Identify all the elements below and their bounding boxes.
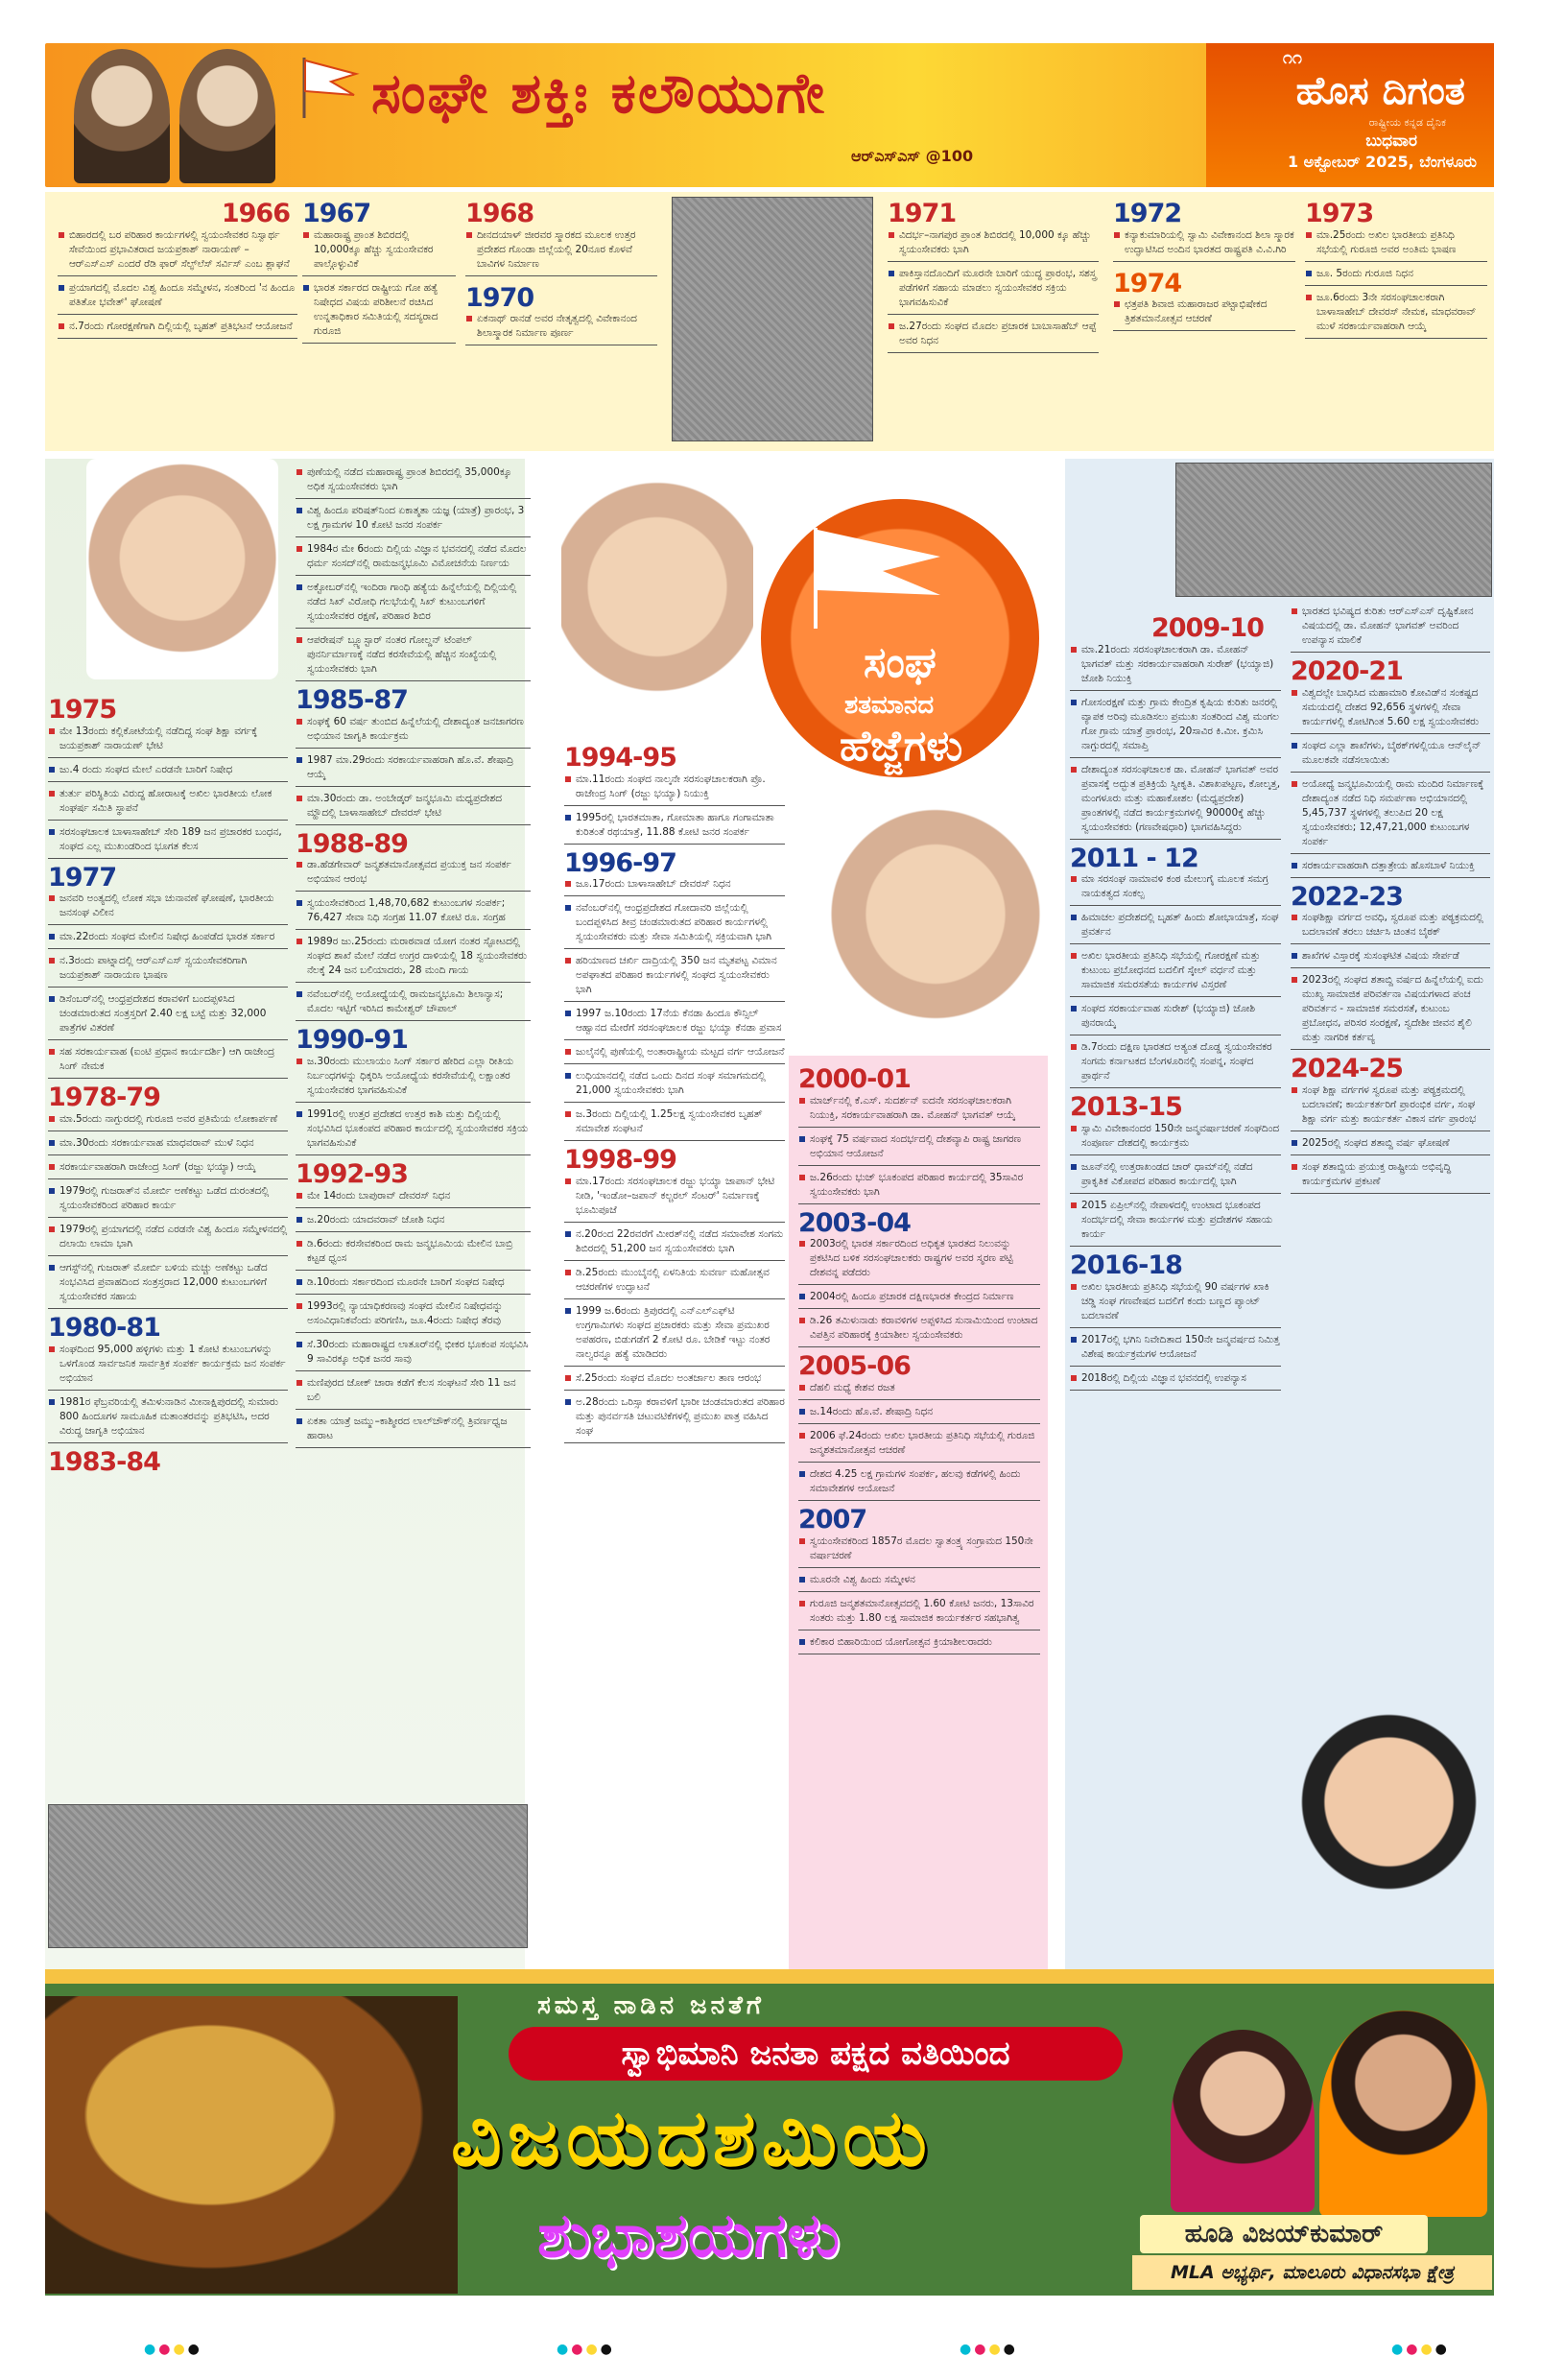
- timeline-event: ಮಣಿಪುರದ ಜೋಕ್ ಚಾರಾ ಕಡೆಗೆ ಕೆಲಸ ಸಂಘಟನೆ ಸೇರಿ 11 ಜನ ಬಲಿ: [296, 1376, 531, 1410]
- timeline-event: ದೆಹಲಿ ಮಧ್ಯೆ ಕೇಶವ ರಜತ: [798, 1381, 1040, 1400]
- timeline-event: ಡಿಸೆಂಬರ್‌ನಲ್ಲಿ ಆಂಧ್ರಪ್ರದೇಶದ ಕರಾವಳಿಗೆ ಬಂದಪ್ಪಳಿಸಿದ ಚಂಡಮಾರುತದ ಸಂತ್ರಸ್ತರಿಗೆ 2.40 ಲಕ್ಷ ಬಟ್ಟೆ ಮತ್ತು 32,000 ಪಾತ್ರೆಗಳ ವಿತರಣೆ: [48, 992, 288, 1040]
- masthead-subtitle: ಆರ್‌ಎಸ್‌ಎಸ್ @100: [851, 147, 974, 165]
- timeline-event: ಮಹಾರಾಷ್ಟ್ರ ಪ್ರಾಂತ ಶಿಬಿರದಲ್ಲಿ 10,000ಕ್ಕೂ ಹೆಚ್ಚು ಸ್ವಯಂಸೇವಕರ ಪಾಲ್ಗೊಳ್ಳುವಿಕೆ: [302, 228, 456, 276]
- col-1973: [1305, 200, 1487, 344]
- timeline-event: ಸಂಘಕ್ಕೆ 60 ವರ್ಷ ತುಂಬಿದ ಹಿನ್ನೆಲೆಯಲ್ಲಿ ದೇಶಾದ್ಯಂತ ಜನಜಾಗರಣ ಅಭಿಯಾನ ಜಾಗೃತಿ ಕಾರ್ಯಕ್ರಮ: [296, 715, 531, 749]
- timeline-event: ಜ.20ರಂದು ಯಾದವರಾವ್ ಜೋಶಿ ನಿಧನ: [296, 1213, 531, 1232]
- timeline-event: ಜ.3ರಂದು ದಿಲ್ಲಿಯಲ್ಲಿ 1.25ಲಕ್ಷ ಸ್ವಯಂಸೇವಕರ ಬೃಹತ್ ಸಮಾವೇಶ ಸಂಘಟನೆ: [564, 1107, 785, 1141]
- timeline-event: ಸಂಘ ಶತಾಬ್ದಿಯ ಪ್ರಯುಕ್ತ ರಾಷ್ಟ್ರೀಯ ಅಭಿವೃದ್ಧಿ ಕಾರ್ಯಕ್ರಮಗಳ ಪ್ರಕಟಣೆ: [1291, 1160, 1490, 1194]
- timeline-event: 1979ರಲ್ಲಿ ಗುಜರಾತ್‌ನ ಮೋರ್ಬಿ ಅಣೆಕಟ್ಟು ಒಡೆದ ದುರಂತದಲ್ಲಿ ಸ್ವಯಂಸೇವಕರಿಂದ ಪರಿಹಾರ ಕಾರ್ಯ: [48, 1184, 288, 1218]
- timeline-event: 2003ರಲ್ಲಿ ಭಾರತ ಸರ್ಕಾರದಿಂದ ಅಧಿಕೃತ ಭಾರತದ ನಿಲುವನ್ನು ಪ್ರಕಟಿಸಿದ ಬಳಿಕ ಸರಸಂಘಚಾಲಕರು ರಾಷ್ಟ್ರಗಳ ಅವರ ಸ್ಮರಣ ಪಟ್ಟಿ ದೇಶವನ್ನ ಪಡೆದರು: [798, 1237, 1040, 1285]
- timeline-event: ಸ್ವಾಮಿ ವಿವೇಕಾನಂದರ 150ನೇ ಜನ್ಮವರ್ಷಾಚರಣೆ ಸಂಘದಿಂದ ಸಂಪೂರ್ಣ ದೇಶದಲ್ಲಿ ಕಾರ್ಯಕ್ರಮ: [1070, 1122, 1281, 1155]
- timeline-event: 1999 ಜ.6ರಂದು ತ್ರಿಪುರದಲ್ಲಿ ಎನ್‌ಎಲ್‌ಎಫ್‌ಟಿ ಉಗ್ರಗಾಮಿಗಳು ಸಂಘದ ಪ್ರಚಾರಕರು ಮತ್ತು ಸೇವಾ ಪ್ರಮುಖರ ಅಪಹರಣ, ಬಿಡುಗಡೆಗೆ 2 ಕೋಟಿ ರೂ. ಬೇಡಿಕೆ ಇಟ್ಟು ನಂತರ ನಾಲ್ವರನ್ನೂ ಹತ್ಯೆ ಮಾಡಿದರು: [564, 1304, 785, 1367]
- timeline-event: ಲುಧಿಯಾನದಲ್ಲಿ ನಡೆದ ಒಂದು ದಿನದ ಸಂಘ ಸಮಾಗಮದಲ್ಲಿ 21,000 ಸ್ವಯಂಸೇವಕರು ಭಾಗಿ: [564, 1069, 785, 1103]
- timeline-event: ಜೂ. 5ರಂದು ಗುರೂಜಿ ನಿಧನ: [1305, 267, 1487, 286]
- timeline-event: ಜ.30ರಂದು ಮುಲಾಯಂ ಸಿಂಗ್ ಸರ್ಕಾರ ಹೇರಿದ ಎಲ್ಲಾ ರೀತಿಯ ನಿರ್ಬಂಧಗಳನ್ನು ಧಿಕ್ಕರಿಸಿ ಅಯೋಧ್ಯೆಯ ಕರಸೇವೆಯಲ್ಲಿ ಲಕ್ಷಾಂತರ ಸ್ವಯಂಸೇವಕರ ಭಾಗವಹಿಸುವಿಕೆ: [296, 1055, 531, 1103]
- col-middle: [564, 744, 785, 1448]
- timeline-event: ಡಿ.10ರಂದು ಸರ್ಕಾರದಿಂದ ಮೂರನೇ ಬಾರಿಗೆ ಸಂಘದ ನಿಷೇಧ: [296, 1275, 531, 1295]
- logo-number: ೧೧: [1282, 48, 1302, 68]
- col-right-b: [1291, 605, 1490, 1199]
- year-heading: 2011 - 12: [1070, 843, 1198, 873]
- emblem-word-3: ಹೆಜ್ಜೆಗಳು: [840, 722, 963, 771]
- year-heading: 1977: [48, 862, 117, 892]
- year-heading: 1994-95: [564, 743, 676, 773]
- newspaper-name: ಹೊಸ ದಿಗಂತ: [1295, 68, 1465, 113]
- timeline-event: ಸಂಘ ಶಿಕ್ಷಾ ವರ್ಗಗಳ ಸ್ವರೂಪ ಮತ್ತು ಪಠ್ಯಕ್ರಮದಲ್ಲಿ ಬದಲಾವಣೆ; ಕಾರ್ಯಕರ್ತರಿಗೆ ಪ್ರಾರಂಭಿಕ ವರ್ಗ, ಸಂಘ ಶಿಕ್ಷಾ ವರ್ಗ ಮತ್ತು ಕಾರ್ಯಕರ್ತ ವಿಕಾಸ ವರ್ಗ ಪ್ರಾರಂಭ: [1291, 1083, 1490, 1131]
- year-heading: 1975: [48, 695, 117, 725]
- year-heading: 2003-04: [798, 1207, 911, 1238]
- year-heading: 1967: [302, 199, 371, 228]
- photo-man: [1319, 2011, 1487, 2217]
- timeline-event: ಅಖಿಲ ಭಾರತೀಯ ಪ್ರತಿನಿಧಿ ಸಭೆಯಲ್ಲಿ 90 ವರ್ಷಗಳ ಖಾಕಿ ಚಡ್ಡಿ ಸಂಘ ಗಣವೇಷದ ಬದಲಿಗೆ ಕಂದು ಬಣ್ಣದ ಪ್ಯಾಂಟ್ ಬದಲಾವಣೆ: [1070, 1280, 1281, 1328]
- timeline-event: ಜುಲೈನಲ್ಲಿ ಪುಣೆಯಲ್ಲಿ ಅಂತಾರಾಷ್ಟ್ರೀಯ ಮಟ್ಟದ ವರ್ಗ ಆಯೋಜನೆ: [564, 1045, 785, 1064]
- timeline-event: ಸ್ವಯಂಸೇವಕರಿಂದ 1857ರ ಮೊದಲ ಸ್ವಾತಂತ್ರ್ಯ ಸಂಗ್ರಾಮದ 150ನೇ ವರ್ಷಾಚರಣೆ: [798, 1535, 1040, 1568]
- timeline-event: ಮಾ.11ರಂದು ಸಂಘದ ನಾಲ್ಕನೇ ಸರಸಂಘಚಾಲಕರಾಗಿ ಪ್ರೊ. ರಾಜೇಂದ್ರ ಸಿಂಗ್ (ರಜ್ಜು ಭಯ್ಯಾ) ನಿಯುಕ್ತಿ: [564, 773, 785, 806]
- ad-greeting: ಸಮಸ್ತ ನಾಡಿನ ಜನತೆಗೆ: [537, 1991, 765, 2020]
- timeline-event: ಜ.26ರಂದು ಭುಜ್ ಭೂಕಂಪದ ಪರಿಹಾರ ಕಾರ್ಯದಲ್ಲಿ 35ಸಾವಿರ ಸ್ವಯಂಸೇವಕರು ಭಾಗಿ: [798, 1171, 1040, 1204]
- year-heading: 2007: [798, 1505, 867, 1535]
- timeline-event: ಡಿ.6ರಂದು ಕರಸೇವಕರಿಂದ ರಾಮ ಜನ್ಮಭೂಮಿಯ ಮೇಲಿನ ಬಾಬ್ರಿ ಕಟ್ಟಡ ಧ್ವಂಸ: [296, 1237, 531, 1271]
- timeline-event: ಜೂನ್‌ನಲ್ಲಿ ಉತ್ತರಾಖಂಡದ ಚಾರ್ ಧಾಮ್‌ನಲ್ಲಿ ನಡೆದ ಪ್ರಾಕೃತಿಕ ವಿಕೋಪದ ಪರಿಹಾರ ಕಾರ್ಯದಲ್ಲಿ ಭಾಗಿ: [1070, 1160, 1281, 1194]
- print-registration-icon: ●●●●: [557, 2342, 615, 2357]
- timeline-event: ಮಾ.5ರಂದು ನಾಗ್ಪುರದಲ್ಲಿ ಗುರೂಜಿ ಅವರ ಪ್ರತಿಮೆಯ ಲೋಕಾರ್ಪಣೆ: [48, 1112, 288, 1131]
- timeline-event: ಸಂಘಕ್ಕೆ 75 ವರ್ಷವಾದ ಸಂದರ್ಭದಲ್ಲಿ ದೇಶವ್ಯಾಪಿ ರಾಷ್ಟ್ರ ಜಾಗರಣ ಅಭಿಯಾನ ಆಯೋಜನೆ: [798, 1132, 1040, 1166]
- timeline-event: ಹರಿಯಾಣದ ಚರ್ಖಿ ದಾದ್ರಿಯಲ್ಲಿ 350 ಜನ ಮೃತಪಟ್ಟ ವಿಮಾನ ಅಪಘಾತದ ಪರಿಹಾರ ಕಾರ್ಯಗಳಲ್ಲಿ ಸಂಘದ ಸ್ವಯಂಸೇವಕರು ಭಾಗಿ: [564, 954, 785, 1002]
- timeline-event: ಜೂ.6ರಂದು 3ನೇ ಸರಸಂಘಚಾಲಕರಾಗಿ ಬಾಳಾಸಾಹೇಬ್ ದೇವರಸ್ ನೇಮಕ, ಮಾಧವರಾವ್ ಮುಳೆ ಸರಕಾರ್ಯವಾಹರಾಗಿ ಆಯ್ಕೆ: [1305, 291, 1487, 339]
- archival-photo: [672, 197, 873, 441]
- year-heading: 2000-01: [798, 1064, 911, 1094]
- candidate-name: ಹೂಡಿ ವಿಜಯ್‌ಕುಮಾರ್: [1140, 2215, 1428, 2253]
- timeline-event: ಸೆ.25ರಂದು ಸಂಘದ ಮೊದಲ ಅಂತರ್ಜಾಲ ತಾಣ ಆರಂಭ: [564, 1371, 785, 1391]
- timeline-event: 2004ರಲ್ಲಿ ಹಿಂದೂ ಪ್ರಚಾರಕ ದಕ್ಷಿಣಭಾರತ ಕೇಂದ್ರದ ನಿರ್ಮಾಣ: [798, 1290, 1040, 1309]
- timeline-event: 2025ರಲ್ಲಿ ಸಂಘದ ಶತಾಬ್ದಿ ವರ್ಷ ಘೋಷಣೆ: [1291, 1136, 1490, 1155]
- print-registration-icon: ●●●●: [144, 2342, 202, 2357]
- timeline-event: ಸರಸಂಘಚಾಲಕ ಬಾಳಾಸಾಹೇಬ್ ಸೇರಿ 189 ಜನ ಪ್ರಚಾರಕರ ಬಂಧನ, ಸಂಘದ ಎಲ್ಲ ಮುಖಂಡರಿಂದ ಭೂಗತ ಕೆಲಸ: [48, 825, 288, 859]
- year-heading: 1972: [1113, 199, 1182, 228]
- timeline-event: 1981ರ ಫೆಬ್ರವರಿಯಲ್ಲಿ ತಮಿಳುನಾಡಿನ ಮೀನಾಕ್ಷಿಪುರದಲ್ಲಿ ಸುಮಾರು 800 ಹಿಂದೂಗಳ ಸಾಮೂಹಿಕ ಮತಾಂತರವನ್ನು ಪ್ರತಿಭಟಿಸಿ, ಅದರ ವಿರುದ್ಧ ಜಾಗೃತಿ ಅಭಿಯಾನ: [48, 1395, 288, 1443]
- portrait-sudarshan: [825, 806, 1046, 1046]
- timeline-event: ಜು.4 ರಂದು ಸಂಘದ ಮೇಲೆ ಎರಡನೇ ಬಾರಿಗೆ ನಿಷೇಧ: [48, 763, 288, 782]
- year-heading: 1998-99: [564, 1145, 676, 1176]
- year-heading: 1974: [1113, 268, 1182, 298]
- timeline-event: 2015 ಏಪ್ರಿಲ್‌ನಲ್ಲಿ ನೇಪಾಳದಲ್ಲಿ ಉಂಟಾದ ಭೂಕಂಪದ ಸಂದರ್ಭದಲ್ಲಿ ಸೇವಾ ಕಾರ್ಯಗಳ ಮತ್ತು ಪ್ರದೇಶಗಳ ಸಹಾಯ ಕಾರ್ಯ: [1070, 1199, 1281, 1247]
- timeline-event: ಏಕನಾಥ್ ರಾನಡೆ ಅವರ ನೇತೃತ್ವದಲ್ಲಿ ವಿವೇಕಾನಂದ ಶಿಲಾಸ್ಮಾರಕ ನಿರ್ಮಾಣ ಪೂರ್ಣ: [465, 312, 657, 345]
- year-heading: 2024-25: [1291, 1054, 1403, 1084]
- timeline-event: 1991ರಲ್ಲಿ ಉತ್ತರ ಪ್ರದೇಶದ ಉತ್ತರ ಕಾಶಿ ಮತ್ತು ದಿಲ್ಲಿಯಲ್ಲಿ ಸಂಭವಿಸಿದ ಭೂಕಂಪದ ಪರಿಹಾರ ಕಾರ್ಯದಲ್ಲಿ ಸ್ವಯಂಸೇವಕರ ಸಕ್ರಿಯ ಭಾಗವಹಿಸುವಿಕೆ: [296, 1107, 531, 1155]
- timeline-event: ಮಾ.17ರಂದು ಸರಸಂಘಚಾಲಕ ರಜ್ಜು ಭಯ್ಯಾ ಜಾಪಾನ್ ಭೇಟಿ ನೀಡಿ, 'ಇಂಡೋ–ಜಪಾನ್ ಕಲ್ಚರಲ್ ಸೆಂಟರ್' ನಿರ್ಮಾಣಕ್ಕೆ ಭೂಮಿಪೂಜೆ: [564, 1175, 785, 1223]
- flag-icon: [796, 518, 988, 633]
- group-photo: [48, 1804, 528, 1948]
- year-heading: 2022-23: [1291, 881, 1403, 912]
- year-heading: 1971: [888, 199, 957, 228]
- timeline-event: ಕನ್ಯಾಕುಮಾರಿಯಲ್ಲಿ ಸ್ವಾಮಿ ವಿವೇಕಾನಂದ ಶಿಲಾ ಸ್ಮಾರಕ ಉದ್ಘಾಟಿಸಿದ ಅಂದಿನ ಭಾರತದ ರಾಷ್ಟ್ರಪತಿ ವಿ.ವಿ.ಗಿರಿ: [1113, 228, 1295, 262]
- timeline-event: ಮಾ.21ರಂದು ಸರಸಂಘಚಾಲಕರಾಗಿ ಡಾ. ಮೋಹನ್ ಭಾಗವತ್ ಮತ್ತು ಸರಕಾರ್ಯವಾಹರಾಗಿ ಸುರೇಶ್ (ಭಯ್ಯಾಜಿ) ಜೋಶಿ ನಿಯುಕ್ತಿ: [1070, 643, 1281, 691]
- timeline-event: ತುರ್ತು ಪರಿಸ್ಥಿತಿಯ ವಿರುದ್ಧ ಹೋರಾಟಕ್ಕೆ ಅಖಿಲ ಭಾರತೀಯ ಲೋಕ ಸಂಘರ್ಷ ಸಮಿತಿ ಸ್ಥಾಪನೆ: [48, 787, 288, 821]
- ad-wishes: ಶುಭಾಶಯಗಳು: [537, 2200, 841, 2272]
- timeline-event: ಸ್ವಯಂಸೇವಕರಿಂದ 1,48,70,682 ಕುಟುಂಬಗಳ ಸಂಪರ್ಕ; 76,427 ಸೇವಾ ನಿಧಿ ಸಂಗ್ರಹ 11.07 ಕೋಟಿ ರೂ. ಸಂಗ್ರಹ: [296, 896, 531, 930]
- emblem-word-1: ಸಂಘ: [864, 638, 936, 687]
- timeline-event: ಜೂ.17ರಂದು ಬಾಳಾಸಾಹೇಬ್ ದೇವರಸ್ ನಿಧನ: [564, 877, 785, 896]
- timeline-event: ವಿದರ್ಭ–ನಾಗಪುರ ಪ್ರಾಂತ ಶಿಬಿರದಲ್ಲಿ 10,000 ಕ್ಕೂ ಹೆಚ್ಚು ಸ್ವಯಂಸೇವಕರು ಭಾಗಿ: [888, 228, 1099, 262]
- col-1972: [1113, 200, 1295, 336]
- edition-date: 1 ಅಕ್ಟೋಬರ್ 2025, ಬೆಂಗಳೂರು: [1287, 153, 1477, 171]
- timeline-event: ಅ.28ರಂದು ಒರಿಸ್ಸಾ ಕರಾವಳಿಗೆ ಭಾರೀ ಚಂಡಮಾರುತದ ಪರಿಹಾರ ಮತ್ತು ಪುನರ್ವಸತಿ ಚಟುವಟಿಕೆಗಳಲ್ಲಿ ಪ್ರಮುಖ ಪಾತ್ರ ವಹಿಸಿದ ಸಂಘ: [564, 1395, 785, 1443]
- timeline-event: ಮಾ.25ರಂದು ಅಖಿಲ ಭಾರತೀಯ ಪ್ರತಿನಿಧಿ ಸಭೆಯಲ್ಲಿ ಗುರೂಜಿ ಅವರ ಅಂತಿಮ ಭಾಷಣ: [1305, 228, 1487, 262]
- timeline-event: ಮಾ ಸರಸಂಘ ನಾಮಾವಳಿ ಕಂಠ ಮೇಲುಗೈ ಮೂಲಕ ಸಮಗ್ರ ನಾಯಕತ್ವದ ಸಂಕಲ್ಪ: [1070, 872, 1281, 906]
- col-1971: [888, 200, 1099, 358]
- timeline-event: ಸಂಘದ ಎಲ್ಲಾ ಶಾಖೆಗಳು, ಬೈಠಕ್‌ಗಳಲ್ಲಿಯೂ ಆನ್‌ಲೈನ್ ಮೂಲಕವೇ ನಡೆಸಲಾಯಿತು: [1291, 739, 1490, 773]
- timeline-event: 1989ರ ಜು.25ರಂದು ಮರಾಠವಾಡ ಯೋಗ ನಂತರ ಸ್ಫೋಟದಲ್ಲಿ ಸಂಘದ ಶಾಖೆ ಮೇಲೆ ನಡೆದ ಉಗ್ರರ ದಾಳಿಯಲ್ಲಿ 18 ಸ್ವಯಂಸೇವಕರು ನೆಲಕ್ಕೆ 24 ಜನ ಬಲಿಯಾದರು, 28 ಮಂದಿ ಗಾಯ: [296, 935, 531, 983]
- timeline-event: ಸಂಘದ ಸರಕಾರ್ಯವಾಹ ಸುರೇಶ್ (ಭಯ್ಯಾಜಿ) ಜೋಶಿ ಪುನರಾಯ್ಕೆ: [1070, 1002, 1281, 1035]
- year-heading: 1978-79: [48, 1083, 160, 1113]
- year-heading: 1966: [221, 199, 290, 228]
- year-heading: 1970: [465, 282, 534, 313]
- timeline-event: 1984ರ ಮೇ 6ರಂದು ದಿಲ್ಲಿಯ ವಿಜ್ಞಾನ ಭವನದಲ್ಲಿ ನಡೆದ ಮೊದಲ ಧರ್ಮ ಸಂಸದ್‌ನಲ್ಲಿ ರಾಮಜನ್ಮಭೂಮಿ ವಿಮೋಚನೆಯ ನಿರ್ಣಯ: [296, 542, 531, 576]
- candidate-title: MLA ಅಭ್ಯರ್ಥಿ, ಮಾಲೂರು ವಿಧಾನಸಭಾ ಕ್ಷೇತ್ರ: [1132, 2255, 1492, 2290]
- year-heading: 1985-87: [296, 685, 408, 715]
- year-heading: 1968: [465, 199, 534, 228]
- photo-woman: [1171, 2030, 1315, 2212]
- col-left-a: [48, 696, 288, 1476]
- timeline-event: ಪುಣೆಯಲ್ಲಿ ನಡೆದ ಮಹಾರಾಷ್ಟ್ರ ಪ್ರಾಂತ ಶಿಬಿರದಲ್ಲಿ 35,000ಕ್ಕೂ ಅಧಿಕ ಸ್ವಯಂಸೇವಕರು ಭಾಗಿ: [296, 465, 531, 499]
- timeline-event: ಸೆ.30ರಂದು ಮಹಾರಾಷ್ಟ್ರದ ಲಾತೂರ್‌ನಲ್ಲಿ ಭೀಕರ ಭೂಕಂಪ ಸಂಭವಿಸಿ 9 ಸಾವಿರಕ್ಕೂ ಅಧಿಕ ಜನರ ಸಾವು: [296, 1338, 531, 1371]
- portrait-hedgewar: [74, 49, 170, 183]
- year-heading: 2005-06: [798, 1351, 911, 1382]
- timeline-event: ನ.3ರಂದು ಪಾಟ್ನಾದಲ್ಲಿ ಆರ್‌ಎಸ್‌ಎಸ್ ಸ್ವಯಂಸೇವಕರಿಗಾಗಿ ಜಯಪ್ರಕಾಶ್ ನಾರಾಯಣ ಭಾಷಣ: [48, 954, 288, 988]
- timeline-event: ಛತ್ರಪತಿ ಶಿವಾಜಿ ಮಹಾರಾಜರ ಪಟ್ಟಾಭಿಷೇಕದ ತ್ರಿಶತಮಾನೋತ್ಸವ ಆಚರಣೆ: [1113, 298, 1295, 331]
- timeline-event: ಮಾ.22ರಂದು ಸಂಘದ ಮೇಲಿನ ನಿಷೇಧ ಹಿಂಪಡೆದ ಭಾರತ ಸರ್ಕಾರ: [48, 930, 288, 949]
- ad-party: ಸ್ವಾಭಿಮಾನಿ ಜನತಾ ಪಕ್ಷದ ವತಿಯಿಂದ: [509, 2027, 1123, 2081]
- timeline-event: ಅಖಿಲ ಭಾರತೀಯ ಪ್ರತಿನಿಧಿ ಸಭೆಯಲ್ಲಿ ಗೋರಕ್ಷಣೆ ಮತ್ತು ಕುಟುಂಬ ಪ್ರಬೋಧನದ ಬದಲಿಗೆ ಸ್ಕೇಲ್ ವರ್ಧನೆ ಮತ್ತು ಸಾಮಾಜಿಕ ಸಮರಸತೆಯ ಕಾರ್ಯಗಳ ವಿಸ್ತರಣೆ: [1070, 949, 1281, 997]
- timeline-event: 2018ರಲ್ಲಿ ದಿಲ್ಲಿಯ ವಿಜ್ಞಾನ ಭವನದಲ್ಲಿ ಉಪನ್ಯಾಸ: [1070, 1371, 1281, 1391]
- col-1966: [58, 200, 297, 344]
- timeline-event: ಡಿ.7ರಂದು ದಕ್ಷಿಣ ಭಾರತದ ಅತ್ಯಂತ ದೊಡ್ಡ ಸ್ವಯಂಸೇವಕರ ಸಂಗಮ ಕರ್ನಾಟಕದ ಬೆಂಗಳೂರಿನಲ್ಲಿ ಸಂಪನ್ನ, ಸಂಘದ ಪ್ರಾರ್ಥನೆ: [1070, 1040, 1281, 1088]
- timeline-event: ವಿಶ್ವದಲ್ಲೇ ಬಾಧಿಸಿದ ಮಹಾಮಾರಿ ಕೋವಿಡ್‌ನ ಸಂಕಷ್ಟದ ಸಮಯದಲ್ಲಿ ದೇಶದ 92,656 ಸ್ಥಳಗಳಲ್ಲಿ ಸೇವಾ ಕಾರ್ಯಗಳಲ್ಲಿ ಕೋಟಿಗಿಂತ 5.60 ಲಕ್ಷ ಸ್ವಯಂಸೇವಕರು: [1291, 686, 1490, 734]
- timeline-event: ಮೂರನೇ ವಿಶ್ವ ಹಿಂದು ಸಮ್ಮೇಳನ: [798, 1573, 1040, 1592]
- timeline-event: ಭಾರತ ಸರ್ಕಾರದ ರಾಷ್ಟ್ರೀಯ ಗೋ ಹತ್ಯೆ ನಿಷೇಧದ ವಿಷಯ ಪರಿಶೀಲನೆ ರಚಿಸಿದ ಉನ್ನತಾಧಿಕಾರ ಸಮಿತಿಯಲ್ಲಿ ಸದಸ್ಯರಾದ ಗುರೂಜಿ: [302, 281, 456, 344]
- timeline-event: ಪಾಕಿಸ್ತಾನದೊಂದಿಗೆ ಮೂರನೇ ಬಾರಿಗೆ ಯುದ್ಧ ಪ್ರಾರಂಭ, ಸಶಸ್ತ್ರ ಪಡೆಗಳಿಗೆ ಸಹಾಯ ಮಾಡಲು ಸ್ವಯಂಸೇವಕರ ಸಕ್ರಿಯ ಭಾಗವಹಿಸುವಿಕೆ: [888, 267, 1099, 315]
- timeline-event: ಮೇ 13ರಂದು ಕಲ್ಲಿಕೋಟೆಯಲ್ಲಿ ನಡೆದಿದ್ದ ಸಂಘ ಶಿಕ್ಷಾ ವರ್ಗಕ್ಕೆ ಜಯಪ್ರಕಾಶ್ ನಾರಾಯಣ್ ಭೇಟಿ: [48, 725, 288, 758]
- saffron-flag-icon: [296, 53, 364, 120]
- year-heading: 2013-15: [1070, 1092, 1182, 1123]
- timeline-event: ಏಕತಾ ಯಾತ್ರೆ ಜಮ್ಮು–ಕಾಶ್ಮೀರದ ಲಾಲ್‌ಚೌಕ್‌ನಲ್ಲಿ ತ್ರಿವರ್ಣಧ್ವಜ ಹಾರಾಟ: [296, 1415, 531, 1448]
- year-heading: 1992-93: [296, 1159, 408, 1190]
- timeline-event: ಮೇ 14ರಂದು ಬಾಪುರಾವ್ ದೇವರಸ್ ನಿಧನ: [296, 1189, 531, 1208]
- year-heading: 1973: [1305, 199, 1374, 228]
- timeline-event: ಸಂಘಶಿಕ್ಷಾ ವರ್ಗದ ಅವಧಿ, ಸ್ವರೂಪ ಮತ್ತು ಪಠ್ಯಕ್ರಮದಲ್ಲಿ ಬದಲಾವಣೆ ತರಲು ಚರ್ಚಿಸಿ ಚಿಂತನ ಬೈಠಕ್: [1291, 911, 1490, 944]
- masthead-title: ಸಂಘೇ ಶಕ್ತಿಃ ಕಲೌಯುಗೇ: [371, 60, 826, 126]
- timeline-event: ಅಯೋಧ್ಯೆ ಜನ್ಮಭೂಮಿಯಲ್ಲಿ ರಾಮ ಮಂದಿರ ನಿರ್ಮಾಣಕ್ಕೆ ದೇಶಾದ್ಯಂತ ನಡೆದ ನಿಧಿ ಸಮರ್ಪಣಾ ಅಭಿಯಾನದಲ್ಲಿ 5,45,737 ಸ್ಥಳಗಳಲ್ಲಿ ತಲುಪಿದ 20 ಲಕ್ಷ ಸ್ವಯಂಸೇವಕರು; 12,47,21,000 ಕುಟುಂಬಗಳ ಸಂಪರ್ಕ: [1291, 777, 1490, 854]
- timeline-event: 2023ರಲ್ಲಿ ಸಂಘದ ಶತಾಬ್ದಿ ವರ್ಷದ ಹಿನ್ನೆಲೆಯಲ್ಲಿ ಐದು ಮುಖ್ಯ ಸಾಮಾಜಿಕ ಪರಿವರ್ತನಾ ವಿಷಯಗಳಾದ ಪಂಚ ಪರಿವರ್ತನ - ಸಾಮಾಜಿಕ ಸಮರಸತೆ, ಕುಟುಂಬ ಪ್ರಬೋಧನ, ಪರಿಸರ ಸಂರಕ್ಷಣೆ, ಸ್ವದೇಶೀ ಜೀವನ ಶೈಲಿ ಮತ್ತು ನಾಗರಿಕ ಕರ್ತವ್ಯ: [1291, 973, 1490, 1050]
- timeline-event: ಜನವರಿ ಅಂತ್ಯದಲ್ಲಿ ಲೋಕ ಸಭಾ ಚುನಾವಣೆ ಘೋಷಣೆ, ಭಾರತೀಯ ಜನಸಂಘ ವಿಲೀನ: [48, 892, 288, 925]
- rally-photo: [1175, 463, 1492, 597]
- timeline-event: ನ.20ರಂದ 22ರವರೆಗೆ ಮೀರತ್‌ನಲ್ಲಿ ನಡೆದ ಸಮಾವೇಶ ಸಂಗಮ ಶಿಬಿರದಲ್ಲಿ 51,200 ಜನ ಸ್ವಯಂಸೇವಕರು ಭಾಗಿ: [564, 1227, 785, 1261]
- portrait-rajju-bhaiya: [561, 470, 753, 729]
- timeline-event: ಡಿ.26 ತಮಿಳುನಾಡು ಕರಾವಳಿಗಳ ಅಪ್ಪಳಿಸಿದ ಸುನಾಮಿಯಿಂದ ಉಂಟಾದ ವಿಪತ್ತಿನ ಪರಿಹಾರಕ್ಕೆ ಕ್ರಿಯಾಶೀಲ ಸ್ವಯಂಸೇವಕರು: [798, 1314, 1040, 1347]
- timeline-event: ಶಾಖೆಗಳ ವಿಸ್ತಾರಕ್ಕೆ ಸುಸಂಘಟಿತ ವಿಷಯ ಸೇರ್ಪಡೆ: [1291, 949, 1490, 968]
- timeline-event: ಗೋಸಂರಕ್ಷಣೆ ಮತ್ತು ಗ್ರಾಮ ಕೇಂದ್ರಿತ ಕೃಷಿಯ ಕುರಿತು ಜನರಲ್ಲಿ ವ್ಯಾಪಕ ಅರಿವು ಮೂಡಿಸಲು ಪ್ರಮುಖ ಸಂತರಿಂದ ವಿಶ್ವ ಮಂಗಲ ಗೋ ಗ್ರಾಮ ಯಾತ್ರೆ ಪ್ರಾರಂಭ, 20ಸಾವಿರ ಕಿ.ಮೀ. ಕ್ರಮಿಸಿ ನಾಗ್ಪುರದಲ್ಲಿ ಸಮಾಪ್ತಿ: [1070, 696, 1281, 758]
- timeline-event: ಡಾ.ಹೆಡಗೇವಾರ್ ಜನ್ಮಶತಮಾನೋತ್ಸವದ ಪ್ರಯುಕ್ತ ಜನ ಸಂಪರ್ಕ ಅಭಿಯಾನ ಆರಂಭ: [296, 858, 531, 892]
- year-heading: 2016-18: [1070, 1250, 1182, 1281]
- festival-illustration: [45, 1996, 458, 2294]
- col-1967: [302, 200, 456, 348]
- timeline-event: ದೇಶಾದ್ಯಂತ ಸರಸಂಘಚಾಲಕ ಡಾ. ಮೋಹನ್ ಭಾಗವತ್ ಅವರ ಪ್ರವಾಸಕ್ಕೆ ಅದ್ಭುತ ಪ್ರತಿಕ್ರಿಯೆ ಸ್ವೀಕೃತಿ. ವಿಶಾಖಪಟ್ಟಣ, ಕೋಲ್ಕತ್ತ, ಮಂಗಳೂರು ಮತ್ತು ಮಹಾಕೋಶಲ (ಮಧ್ಯಪ್ರದೇಶ) ಪ್ರಾಂತಗಳಲ್ಲಿ ನಡೆದ ಕಾರ್ಯಕ್ರಮಗಳಲ್ಲಿ 90000ಕ್ಕೆ ಹೆಚ್ಚು ಸ್ವಯಂಸೇವಕರು (ಗಣವೇಷಧಾರಿ) ಭಾಗವಹಿಸಿದ್ದರು: [1070, 763, 1281, 840]
- timeline-event: ನವೆಂಬರ್‌ನಲ್ಲಿ ಅಯೋಧ್ಯೆಯಲ್ಲಿ ರಾಮಜನ್ಮಭೂಮಿ ಶಿಲಾನ್ಯಾಸ; ಮೊದಲ ಇಟ್ಟಿಗೆ ಇರಿಸಿದ ಕಾಮೇಶ್ವರ್ ಚೌಪಾಲ್: [296, 988, 531, 1021]
- timeline-event: 1987 ಮಾ.29ರಂದು ಸರಕಾರ್ಯವಾಹರಾಗಿ ಹೊ.ವೆ. ಶೇಷಾದ್ರಿ ಆಯ್ಕೆ: [296, 753, 531, 787]
- col-right-a: [1070, 614, 1281, 1395]
- timeline-event: ಆಗಸ್ಟ್‌ನಲ್ಲಿ ಗುಜರಾತ್ ಮೋರ್ಬಿ ಬಳಿಯ ಮಚ್ಚು ಅಣೆಕಟ್ಟು ಒಡೆದ ಸಂಭವಿಸಿದ ಪ್ರವಾಹದಿಂದ ಸಂತ್ರಸ್ತರಾದ 12,000 ಕುಟುಂಬಗಳಿಗೆ ಸ್ವಯಂಸೇವಕರ ಸಹಾಯ: [48, 1261, 288, 1309]
- col-1968: [465, 200, 657, 350]
- portrait-golwalkar: [179, 49, 275, 183]
- portrait-deoras: [86, 459, 278, 679]
- timeline-event: ಆಪರೇಷನ್ ಬ್ಲ್ಯೂಸ್ಟಾರ್ ನಂತರ ಗೋಲ್ಡನ್ ಟೆಂಪಲ್ ಪುನರ್ನಿರ್ಮಾಣಕ್ಕೆ ನಡೆದ ಕರಸೇವೆಯಲ್ಲಿ ಹೆಚ್ಚಿನ ಸಂಖ್ಯೆಯಲ್ಲಿ ಸ್ವಯಂಸೇವಕರು ಭಾಗಿ: [296, 633, 531, 681]
- masthead-banner: [45, 43, 1494, 187]
- timeline-event: ಜ.27ರಂದು ಸಂಘದ ಮೊದಲ ಪ್ರಚಾರಕ ಬಾಬಾಸಾಹೆಬ್ ಆಪ್ಟೆ ಅವರ ನಿಧನ: [888, 320, 1099, 353]
- timeline-event: ಸಂಘದಿಂದ 95,000 ಹಳ್ಳಿಗಳು ಮತ್ತು 1 ಕೋಟಿ ಕುಟುಂಬಗಳನ್ನು ಒಳಗೊಂಡ ಸಾರ್ವಜನಿಕ ಸಾರ್ವತ್ರಿಕ ಸಂಪರ್ಕ ಕಾರ್ಯಕ್ರಮ ಜನ ಸಂಪರ್ಕ ಅಭಿಯಾನ: [48, 1343, 288, 1391]
- timeline-event: 1979ರಲ್ಲಿ ಪ್ರಯಾಗದಲ್ಲಿ ನಡೆದ ಎರಡನೇ ವಿಶ್ವ ಹಿಂದೂ ಸಮ್ಮೇಳನದಲ್ಲಿ ದಲಾಯಿ ಲಾಮಾ ಭಾಗಿ: [48, 1223, 288, 1256]
- timeline-event: ಪ್ರಯಾಗದಲ್ಲಿ ಮೊದಲ ವಿಶ್ವ ಹಿಂದೂ ಸಮ್ಮೇಳನ, ಸಂತರಿಂದ 'ನ ಹಿಂದೂ ಪತಿತೋ ಭವೇತ್' ಘೋಷಣೆ: [58, 281, 297, 315]
- timeline-event: ಅಕ್ಟೋಬರ್‌ನಲ್ಲಿ ಇಂದಿರಾ ಗಾಂಧಿ ಹತ್ಯೆಯ ಹಿನ್ನೆಲೆಯಲ್ಲಿ ದಿಲ್ಲಿಯಲ್ಲಿ ನಡೆದ ಸಿಖ್ ವಿರೋಧಿ ಗಲಭೆಯಲ್ಲಿ ಸಿಖ್ ಕುಟುಂಬಗಳಿಗೆ ಸ್ವಯಂಸೇವಕರ ರಕ್ಷಣೆ, ಪರಿಹಾರ ಶಿಬಿರ: [296, 581, 531, 629]
- col-pink: [798, 1065, 1040, 1659]
- timeline-event: ಕಲಿಕಾರ ಬಿಹಾರಿಯಿಂದ ಯೋಗೋತ್ಸವ ಕ್ರಿಯಾಶೀಲರಾದರು: [798, 1635, 1040, 1654]
- print-registration-icon: ●●●●: [960, 2342, 1018, 2357]
- col-left-b: [296, 465, 531, 1453]
- timeline-event: ವಿಶ್ವ ಹಿಂದೂ ಪರಿಷತ್‌ನಿಂದ ಏಕಾತ್ಮತಾ ಯಜ್ಞ (ಯಾತ್ರೆ) ಪ್ರಾರಂಭ, 3 ಲಕ್ಷ ಗ್ರಾಮಗಳ 10 ಕೋಟಿ ಜನರ ಸಂಪರ್ಕ: [296, 504, 531, 537]
- year-heading: 2009-10: [1151, 613, 1264, 643]
- timeline-event: ಜ.14ರಂದು ಹೊ.ವೆ. ಶೇಷಾದ್ರಿ ನಿಧನ: [798, 1405, 1040, 1424]
- timeline-event: ಸರಕಾರ್ಯವಾಹರಾಗಿ ರಾಜೇಂದ್ರ ಸಿಂಗ್ (ರಜ್ಜು ಭಯ್ಯಾ) ಆಯ್ಕೆ: [48, 1160, 288, 1179]
- timeline-event: 1995ರಲ್ಲಿ ಭಾರತಮಾತಾ, ಗೋಮಾತಾ ಹಾಗೂ ಗಂಗಾಮಾತಾ ಕುರಿತಂತೆ ರಥಯಾತ್ರೆ, 11.88 ಕೋಟಿ ಜನರ ಸಂಪರ್ಕ: [564, 811, 785, 845]
- timeline-event: 1997 ಜ.10ರಂದು 17ನೆಯ ಕೆನಡಾ ಹಿಂದೂ ಕೌನ್ಸಿಲ್ ಆಹ್ವಾನದ ಮೇರೆಗೆ ಸರಸಂಘಚಾಲಕ ರಜ್ಜು ಭಯ್ಯಾ ಕೆನಡಾ ಪ್ರವಾಸ: [564, 1007, 785, 1040]
- timeline-event: ದೀನದಯಾಳ್ ಜೀರವರ ಸ್ಮಾರಕದ ಮೂಲಕ ಉತ್ತರ ಪ್ರದೇಶದ ಗೊಂಡಾ ಜಿಲ್ಲೆಯಲ್ಲಿ 20ನೂರ ಕೊಳವೆ ಬಾವಿಗಳ ನಿರ್ಮಾಣ: [465, 228, 657, 276]
- timeline-event: ಡಿ.25ರಂದು ಮುಂಬೈನಲ್ಲಿ ಏಳನಿತಿಯ ಸುವರ್ಣ ಮಹೋತ್ಸವ ಆಚರಣೆಗಳ ಉದ್ಘಾಟನೆ: [564, 1266, 785, 1299]
- print-registration-icon: ●●●●: [1391, 2342, 1450, 2357]
- year-heading: 1980-81: [48, 1313, 160, 1344]
- year-heading: 1983-84: [48, 1446, 160, 1477]
- ad-festival: ವಿಜಯದಶಮಿಯ: [451, 2092, 933, 2184]
- portrait-bhagwat: [1286, 1689, 1492, 1958]
- timeline-event: ಮಾ.30ರಂದು ಡಾ. ಅಂಬೇಡ್ಕರ್ ಜನ್ಮಭೂಮಿ ಮಧ್ಯಪ್ರದೇಶದ ಮ್ಹೌದಲ್ಲಿ ಬಾಳಾಸಾಹೇಬ್ ದೇವರಸ್ ಭೇಟಿ: [296, 792, 531, 825]
- edition-day: ಬುಧವಾರ: [1365, 131, 1417, 151]
- timeline-event: ಹಿಮಾಚಲ ಪ್ರದೇಶದಲ್ಲಿ ಬೃಹತ್ ಹಿಂದು ಶೋಭಾಯಾತ್ರೆ, ಸಂಘ ಪ್ರವರ್ತನ: [1070, 911, 1281, 944]
- timeline-event: ದೇಶದ 4.25 ಲಕ್ಷ ಗ್ರಾಮಗಳ ಸಂಪರ್ಕ, ಹಲವು ಕಡೆಗಳಲ್ಲಿ ಹಿಂದು ಸಮಾವೇಶಗಳ ಆಯೋಜನೆ: [798, 1467, 1040, 1501]
- timeline-event: ನ.7ರಂದು ಗೋರಕ್ಷಣೆಗಾಗಿ ದಿಲ್ಲಿಯಲ್ಲಿ ಬೃಹತ್ ಪ್ರತಿಭಟನೆ ಆಯೋಜನೆ: [58, 320, 297, 339]
- timeline-event: 2006 ಫೆ.24ರಂದು ಅಖಿಲ ಭಾರತೀಯ ಪ್ರತಿನಿಧಿ ಸಭೆಯಲ್ಲಿ ಗುರೂಜಿ ಜನ್ಮಶತಮಾನೋತ್ಸವ ಆಚರಣೆ: [798, 1429, 1040, 1463]
- timeline-event: ಸಹ ಸರಕಾರ್ಯವಾಹ (ಐಂಟಿ ಪ್ರಧಾನ ಕಾರ್ಯದರ್ಶಿ) ಆಗಿ ರಾಜೇಂದ್ರ ಸಿಂಗ್ ನೇಮಕ: [48, 1045, 288, 1079]
- emblem-word-2: ಶತಮಾನದ: [844, 691, 935, 720]
- newspaper-tagline: ರಾಷ್ಟ್ರೀಯ ಕನ್ನಡ ದೈನಿಕ: [1368, 116, 1446, 129]
- year-heading: 1990-91: [296, 1025, 408, 1056]
- timeline-event: ಬಿಹಾರದಲ್ಲಿ ಬರ ಪರಿಹಾರ ಕಾರ್ಯಗಳಲ್ಲಿ ಸ್ವಯಂಸೇವಕರ ನಿಸ್ವಾರ್ಥ ಸೇವೆಯಿಂದ ಪ್ರಭಾವಿತರಾದ ಜಯಪ್ರಕಾಶ್ ನಾರಾಯಣ್ – ಆರ್‌ಎಸ್‌ಎಸ್ ಎಂದರೆ ರೆಡಿ ಫಾರ್ ಸೆಲ್ಫ್‌ಲೆಸ್ ಸರ್ವಿಸ್ ಎಂಬ ಶ್ಲಾಘನೆ: [58, 228, 297, 276]
- timeline-event: ಮಾರ್ಚ್‌ನಲ್ಲಿ ಕೆ.ಎಸ್. ಸುದರ್ಶನ್ ಐದನೇ ಸರಸಂಘಚಾಲಕರಾಗಿ ನಿಯುಕ್ತಿ, ಸರಕಾರ್ಯವಾಹರಾಗಿ ಡಾ. ಮೋಹನ್ ಭಾಗವತ್ ಆಯ್ಕೆ: [798, 1094, 1040, 1128]
- timeline-event: 1993ರಲ್ಲಿ ನ್ಯಾಯಾಧಿಕರಣವು ಸಂಘದ ಮೇಲಿನ ನಿಷೇಧವನ್ನು ಅಸಂವಿಧಾನಿಕವೆಂದು ಪರಿಗಣಿಸಿ, ಜೂ.4ರಂದು ನಿಷೇಧ ತೆರವು: [296, 1299, 531, 1333]
- timeline-event: ನವೆಂಬರ್‌ನಲ್ಲಿ ಆಂಧ್ರಪ್ರದೇಶದ ಗೋದಾವರಿ ಜಿಲ್ಲೆಯಲ್ಲಿ ಬಂದಪ್ಪಳಿಸಿದ ತೀವ್ರ ಚಂಡಮಾರುತದ ಪರಿಹಾರ ಕಾರ್ಯಗಳಲ್ಲಿ ಸ್ವಯಂಸೇವಕರು ಮತ್ತು ಸೇವಾ ಸಮಿತಿಯಲ್ಲಿ ಸಕ್ರಿಯವಾಗಿ ಭಾಗಿ: [564, 901, 785, 949]
- year-heading: 1988-89: [296, 828, 408, 859]
- timeline-event: ಗುರೂಜಿ ಜನ್ಮಶತಮಾನೋತ್ಸವದಲ್ಲಿ 1.60 ಕೋಟಿ ಜನರು, 13ಸಾವಿರ ಸಂತರು ಮತ್ತು 1.80 ಲಕ್ಷ ಸಾಮಾಜಿಕ ಕಾರ್ಯಕರ್ತರ ಸಹಭಾಗಿತ್ವ: [798, 1597, 1040, 1630]
- timeline-event: ಮಾ.30ರಂದು ಸರಕಾರ್ಯವಾಹ ಮಾಧವರಾವ್ ಮುಳೆ ನಿಧನ: [48, 1136, 288, 1155]
- timeline-event: 2017ರಲ್ಲಿ ಭಗಿನಿ ನಿವೇದಿತಾದ 150ನೇ ಜನ್ಮವರ್ಷದ ನಿಮಿತ್ತ ವಿಶೇಷ ಕಾರ್ಯಕ್ರಮಗಳ ಆಯೋಜನೆ: [1070, 1333, 1281, 1367]
- year-heading: 2020-21: [1291, 656, 1403, 686]
- timeline-event: ಸರಕಾರ್ಯವಾಹರಾಗಿ ದತ್ತಾತ್ರೇಯ ಹೊಸಬಾಳೆ ನಿಯುಕ್ತಿ: [1291, 859, 1490, 878]
- year-heading: 1996-97: [564, 847, 676, 878]
- timeline-event: ಭಾರತದ ಭವಿಷ್ಯದ ಕುರಿತು ಆರ್‌ಎಸ್‌ಎಸ್ ದೃಷ್ಟಿಕೋನ ವಿಷಯದಲ್ಲಿ ಡಾ. ಮೋಹನ್ ಭಾಗವತ್ ಅವರಿಂದ ಉಪನ್ಯಾಸ ಮಾಲಿಕೆ: [1291, 605, 1490, 653]
